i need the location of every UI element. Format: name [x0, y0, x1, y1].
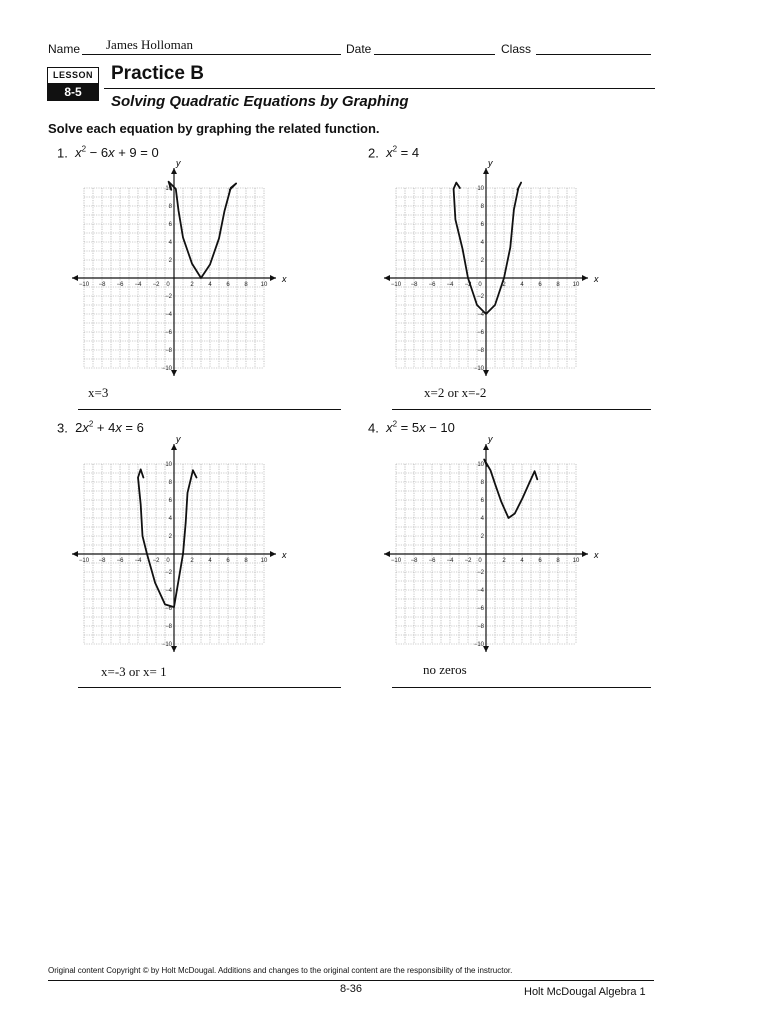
problem-3-number: 3. — [57, 420, 68, 436]
problem-1-answer-line — [78, 409, 341, 410]
x-tick-label: 0 — [166, 558, 170, 564]
date-field[interactable] — [374, 40, 495, 55]
y-axis-letter: y — [488, 160, 493, 168]
y-tick-label: −6 — [477, 330, 484, 336]
x-tick-label: −6 — [428, 282, 436, 288]
y-tick-label: 2 — [480, 534, 484, 540]
x-tick-label: 10 — [572, 558, 580, 564]
y-tick-label: −8 — [477, 348, 484, 354]
y-tick-label: 10 — [477, 186, 484, 192]
book-title: Holt McDougal Algebra 1 — [524, 986, 646, 998]
y-tick-label: 8 — [480, 480, 484, 486]
x-tick-label: 10 — [260, 282, 268, 288]
y-tick-label: 4 — [480, 516, 484, 522]
y-axis-letter: y — [488, 436, 493, 444]
y-tick-label: 4 — [168, 516, 172, 522]
x-tick-label: −2 — [464, 558, 472, 564]
y-tick-label: −10 — [473, 642, 484, 648]
instructions: Solve each equation by graphing the related function. — [48, 121, 380, 136]
x-tick-label: −8 — [410, 282, 418, 288]
x-axis-letter: x — [594, 550, 599, 560]
y-tick-label: 6 — [168, 222, 172, 228]
x-tick-label: −4 — [134, 282, 142, 288]
x-tick-label: 0 — [478, 558, 482, 564]
graph-2 — [380, 160, 602, 380]
y-tick-label: −10 — [161, 642, 172, 648]
x-tick-label: 8 — [556, 558, 560, 564]
x-tick-label: 8 — [556, 282, 560, 288]
y-tick-label: 6 — [168, 498, 172, 504]
x-tick-label: −4 — [446, 282, 454, 288]
x-tick-label: 10 — [572, 282, 580, 288]
y-tick-label: −4 — [477, 312, 484, 318]
x-tick-label: −4 — [134, 558, 142, 564]
y-tick-label: 10 — [477, 462, 484, 468]
lesson-badge — [47, 67, 99, 101]
hand-drawn-parabola — [169, 182, 237, 278]
y-tick-label: −4 — [165, 312, 172, 318]
y-tick-label: −2 — [165, 294, 172, 300]
problem-4-answer-line — [392, 687, 651, 688]
x-tick-label: −2 — [152, 282, 160, 288]
x-tick-label: 8 — [244, 558, 248, 564]
y-axis-letter: y — [176, 436, 181, 444]
x-tick-label: 0 — [166, 282, 170, 288]
x-tick-label: −8 — [98, 558, 106, 564]
problem-1-answer: x=3 — [88, 385, 109, 400]
x-tick-label: 2 — [502, 558, 506, 564]
y-tick-label: 2 — [480, 258, 484, 264]
lesson-label: LESSON — [47, 67, 99, 83]
x-tick-label: 2 — [190, 282, 194, 288]
x-tick-label: 6 — [226, 282, 230, 288]
problem-4-number: 4. — [368, 420, 379, 436]
footer-divider — [48, 980, 654, 981]
y-tick-label: 8 — [168, 204, 172, 210]
class-field[interactable] — [536, 40, 651, 55]
x-tick-label: 2 — [190, 558, 194, 564]
copyright-notice: Original content Copyright © by Holt McDougal. Additions and changes to the original content are the responsibility of the instructor. — [48, 966, 513, 975]
x-tick-label: 0 — [478, 282, 482, 288]
x-axis-letter: x — [594, 274, 599, 284]
x-axis-letter: x — [282, 550, 287, 560]
y-tick-label: 10 — [165, 462, 172, 468]
y-tick-label: 4 — [168, 240, 172, 246]
problem-1-label — [57, 145, 159, 160]
x-tick-label: 4 — [520, 558, 524, 564]
y-axis-letter: y — [176, 160, 181, 168]
problem-2-answer: x=2 or x=-2 — [424, 385, 487, 400]
class-label: Class — [501, 42, 532, 56]
problem-2-equation: $x^2 = 4$ — [386, 145, 420, 161]
x-tick-label: −6 — [116, 282, 124, 288]
date-label: Date — [346, 42, 372, 56]
y-tick-label: 8 — [480, 204, 484, 210]
x-tick-label: −2 — [152, 558, 160, 564]
y-tick-label: −6 — [477, 606, 484, 612]
y-tick-label: 6 — [480, 222, 484, 228]
x-tick-label: 10 — [260, 558, 268, 564]
x-tick-label: −10 — [78, 558, 90, 564]
y-tick-label: −2 — [477, 570, 484, 576]
y-tick-label: −10 — [473, 366, 484, 372]
x-tick-label: −10 — [390, 558, 402, 564]
x-tick-label: −10 — [78, 282, 90, 288]
page-title: Practice B — [111, 63, 204, 84]
page-number: 8-36 — [340, 983, 363, 995]
problem-2-label — [368, 145, 419, 160]
y-tick-label: −8 — [165, 348, 172, 354]
x-tick-label: 8 — [244, 282, 248, 288]
graph-4 — [380, 436, 602, 656]
problem-3-equation: $2x^2 + 4x = 6$ — [71, 420, 144, 436]
x-tick-label: −4 — [446, 558, 454, 564]
x-tick-label: 6 — [226, 558, 230, 564]
problem-4-answer: no zeros — [423, 662, 467, 677]
y-tick-label: −10 — [161, 366, 172, 372]
problem-4-label — [368, 420, 455, 435]
y-tick-label: 10 — [165, 186, 172, 192]
name-value: James Holloman — [106, 37, 194, 52]
graph-3 — [68, 436, 290, 656]
y-tick-label: −8 — [165, 624, 172, 630]
x-tick-label: 6 — [538, 558, 542, 564]
y-tick-label: −4 — [165, 588, 172, 594]
y-tick-label: −8 — [477, 624, 484, 630]
y-tick-label: −2 — [165, 570, 172, 576]
x-tick-label: −8 — [410, 558, 418, 564]
name-label: Name — [48, 42, 81, 56]
x-tick-label: 4 — [208, 282, 212, 288]
y-tick-label: −6 — [165, 330, 172, 336]
lesson-number: 8-5 — [47, 83, 99, 101]
y-tick-label: −4 — [477, 588, 484, 594]
y-tick-label: 2 — [168, 534, 172, 540]
problem-3-label — [57, 420, 144, 435]
problem-2-answer-line — [392, 409, 651, 410]
x-tick-label: −10 — [390, 282, 402, 288]
x-tick-label: −6 — [116, 558, 124, 564]
page-subtitle: Solving Quadratic Equations by Graphing — [111, 93, 409, 110]
problem-2-number: 2. — [368, 145, 379, 161]
y-tick-label: −6 — [165, 606, 172, 612]
x-axis-letter: x — [282, 274, 287, 284]
hand-drawn-parabola — [454, 183, 521, 314]
y-tick-label: 2 — [168, 258, 172, 264]
problem-3-answer-line — [78, 687, 341, 688]
x-tick-label: −2 — [464, 282, 472, 288]
x-tick-label: 6 — [538, 282, 542, 288]
y-tick-label: 6 — [480, 498, 484, 504]
title-divider — [104, 88, 655, 89]
problem-1-number: 1. — [57, 145, 68, 161]
x-tick-label: 2 — [502, 282, 506, 288]
y-tick-label: 8 — [168, 480, 172, 486]
x-tick-label: −8 — [98, 282, 106, 288]
problem-4-equation: $x^2 = 5x - 10$ — [386, 420, 455, 436]
y-tick-label: −2 — [477, 294, 484, 300]
x-tick-label: −6 — [428, 558, 436, 564]
problem-1-equation: $x^2 - 6x + 9 = 0$ — [75, 145, 159, 161]
problem-3-answer: x=-3 or x= 1 — [101, 664, 167, 679]
graph-1 — [68, 160, 290, 380]
x-tick-label: 4 — [520, 282, 524, 288]
x-tick-label: 4 — [208, 558, 212, 564]
y-tick-label: 4 — [480, 240, 484, 246]
